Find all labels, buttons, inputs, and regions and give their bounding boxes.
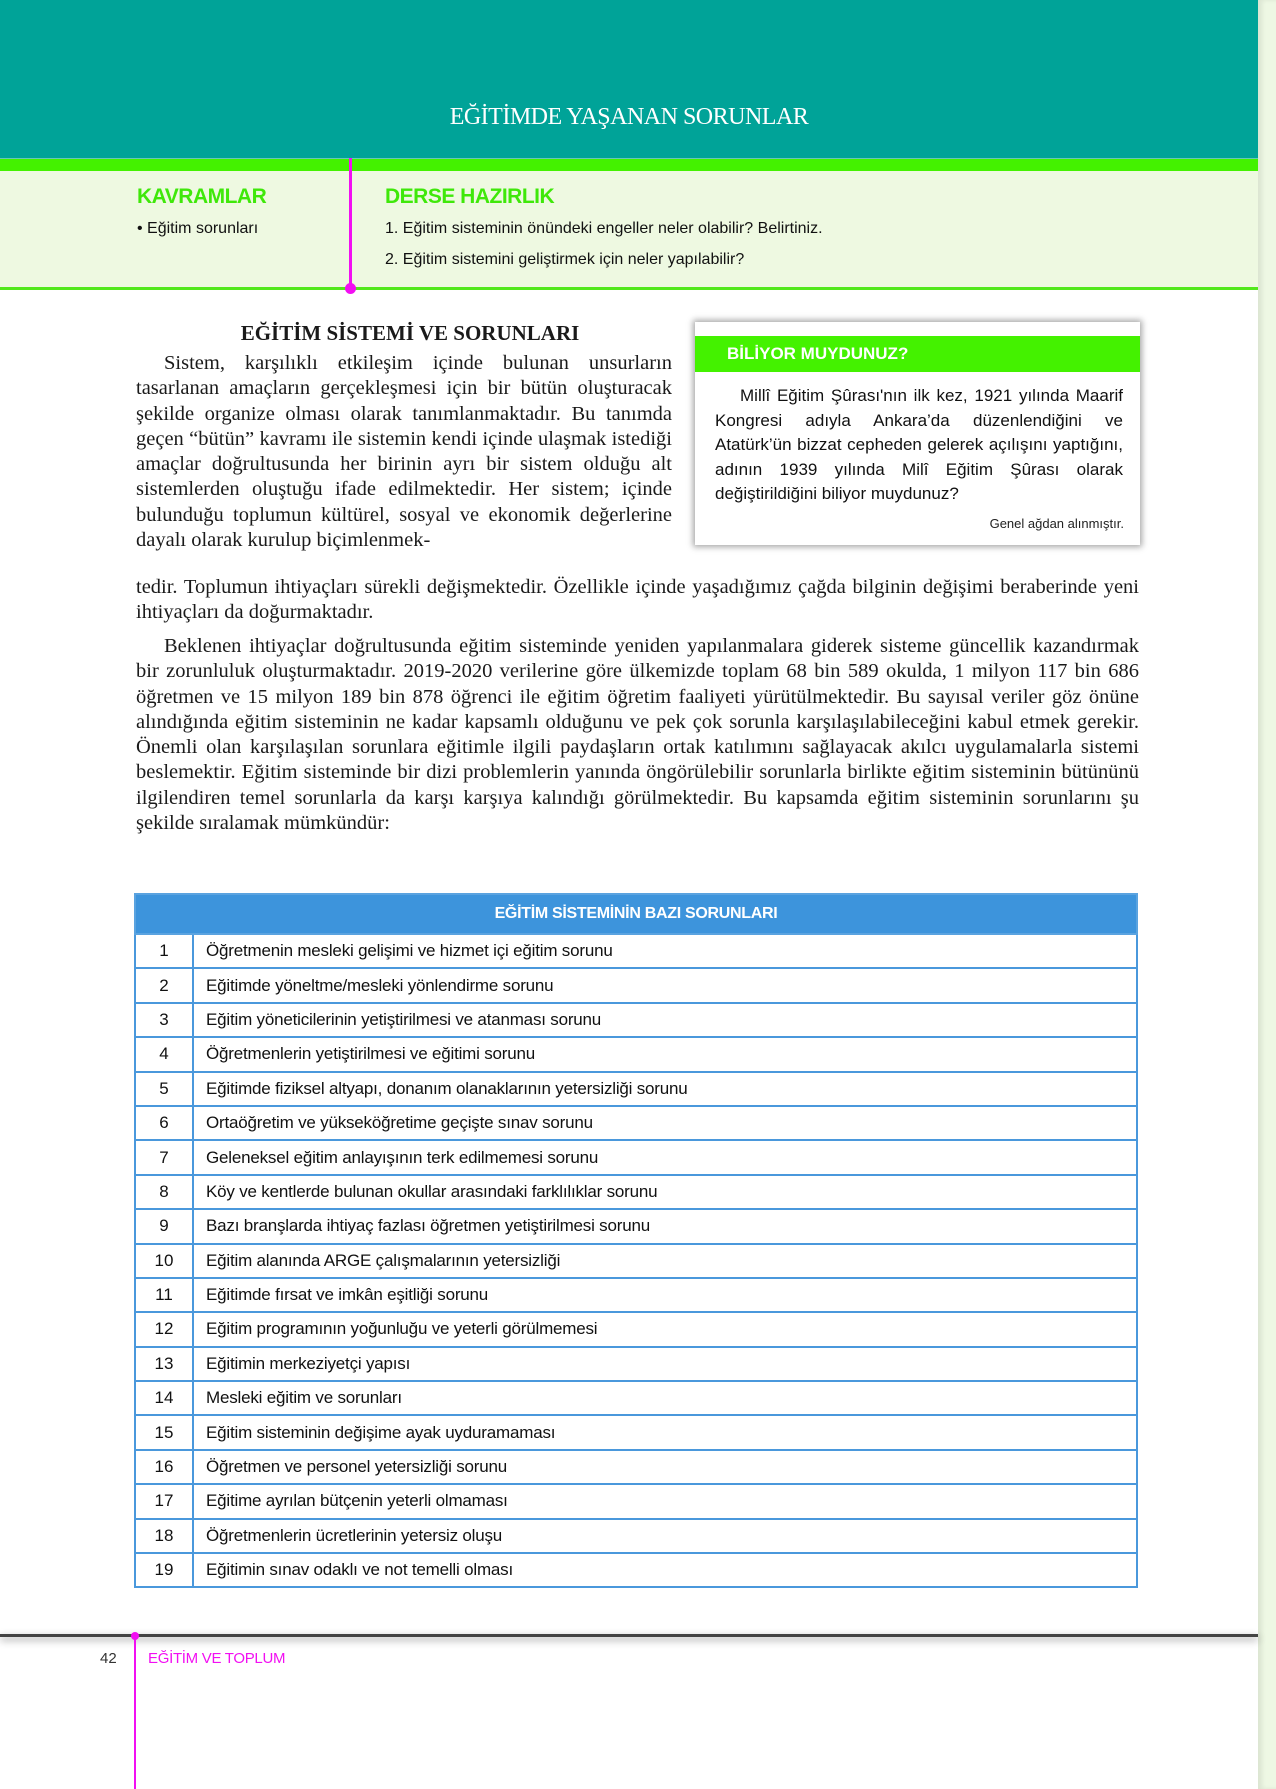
row-number: 10 xyxy=(135,1244,193,1278)
chapter-title: EĞİTİMDE YAŞANAN SORUNLAR xyxy=(449,104,809,130)
row-problem-text: Mesleki eğitim ve sorunları xyxy=(193,1381,1137,1415)
table-row xyxy=(135,934,1137,968)
row-problem-text: Ortaöğretim ve yükseköğretime geçişte sınav sorunu xyxy=(193,1106,1137,1140)
divider-dot xyxy=(345,283,356,294)
derse-question-2: 2. Eğitim sistemini geliştirmek için neler yapılabilir? xyxy=(385,251,745,268)
header-green-bar xyxy=(0,158,1258,171)
row-number: 8 xyxy=(135,1175,193,1209)
row-number: 9 xyxy=(135,1209,193,1243)
table-row xyxy=(135,1519,1137,1553)
paragraph-1-text: Sistem, karşılıklı etkileşim içinde bulunan unsurların tasarlanan amaçların gerçekleşmesi için bir bütün oluşturacak şekilde organize olması olarak tanımlanmaktadır. Bu tanımda geçen “bütün” kavramı ile sistemin kendi içinde ulaşmak istediği amaçlar doğrultusunda her birinin ayrı bir sistem olduğu alt sistemlerden oluştuğu ifade edilmektedir. Her sistem; içinde bulunduğu toplumun kültürel, sosyal ve ekonomik değerlerine dayalı olarak kurulup biçimlenmek- xyxy=(136,352,672,552)
kavramlar-item: • Eğitim sorunları xyxy=(137,220,259,237)
chapter-header-banner xyxy=(0,0,1258,158)
table-row xyxy=(135,1415,1137,1449)
row-number: 15 xyxy=(135,1415,193,1449)
row-number: 14 xyxy=(135,1381,193,1415)
row-problem-text: Eğitim yöneticilerinin yetiştirilmesi ve atanması sorunu xyxy=(193,1003,1137,1037)
row-problem-text: Köy ve kentlerde bulunan okullar arasındaki farklılıklar sorunu xyxy=(193,1175,1137,1209)
band-vertical-divider xyxy=(349,158,352,288)
row-problem-text: Eğitimde fırsat ve imkân eşitliği sorunu xyxy=(193,1278,1137,1312)
band-divider xyxy=(0,287,1258,290)
table-row xyxy=(135,1175,1137,1209)
problems-table-title: EĞİTİM SİSTEMİNİN BAZI SORUNLARI xyxy=(135,894,1137,934)
table-row xyxy=(135,1106,1137,1140)
did-you-know-box xyxy=(695,322,1140,545)
table-row xyxy=(135,1140,1137,1174)
row-number: 3 xyxy=(135,1003,193,1037)
did-you-know-header xyxy=(695,336,1140,372)
row-problem-text: Eğitim programının yoğunluğu ve yeterli görülmemesi xyxy=(193,1312,1137,1346)
table-row xyxy=(135,1312,1137,1346)
footer-vertical-line xyxy=(134,1636,136,1789)
derse-question-1: 1. Eğitim sisteminin önündeki engeller neler olabilir? Belirtiniz. xyxy=(385,220,823,237)
row-number: 6 xyxy=(135,1106,193,1140)
table-row xyxy=(135,1209,1137,1243)
table-row xyxy=(135,1381,1137,1415)
paragraph-1-continued: tedir. Toplumun ihtiyaçları sürekli değişmektedir. Özellikle içinde yaşadığımız çağda bilginin değişimi beraberinde yeni ihtiyaçları da doğurmaktadır. xyxy=(136,576,1139,624)
table-row xyxy=(135,1450,1137,1484)
row-number: 1 xyxy=(135,934,193,968)
paragraph-2: Beklenen ihtiyaçlar doğrultusunda eğitim sisteminde yeniden yapılanmalara giderek sisteme güncellik kazandırmak bir zorunluluk oluşturmaktadır. 2019-2020 verilerine göre ülkemizde toplam 68 bin 589 okulda, 1 milyon 117 bin 686 öğretmen ve 15 milyon 189 bin 878 öğrenci ile eğitim öğretim faaliyeti yürütülmektedir. Bu sayısal veriler göz önüne alındığında eğitim sisteminin ne kadar kapsamlı olduğunu ve pek çok sorunla karşılaşılabileceğini kabul etmek gerekir. Önemli olan karşılaşılan sorunlara eğitimle ilgili paydaşların ortak katılımını sağlayacak akılcı uygulamalarla sistemi beslemektir. Eğitim sisteminde bir dizi problemlerin yanında öngörülebilir sorunlarla birlikte eğitim sisteminin bütününü ilgilendiren temel sorunlarla da karşı karşıya kalındığı görülmektedir. Bu kapsamda eğitim sisteminin sorunlarını şu şekilde sıralamak mümkündür: xyxy=(136,635,1139,835)
table-row xyxy=(135,1484,1137,1518)
row-number: 12 xyxy=(135,1312,193,1346)
row-problem-text: Eğitimin sınav odaklı ve not temelli olması xyxy=(193,1553,1137,1587)
section-heading: EĞİTİM SİSTEMİ VE SORUNLARI xyxy=(240,321,580,345)
problems-table xyxy=(134,893,1138,1588)
footer-line-dot xyxy=(131,1632,139,1640)
row-number: 5 xyxy=(135,1072,193,1106)
page-bottom-edge xyxy=(0,1634,1258,1637)
row-number: 4 xyxy=(135,1037,193,1071)
row-problem-text: Eğitim alanında ARGE çalışmalarının yetersizliği xyxy=(193,1244,1137,1278)
row-problem-text: Öğretmenin mesleki gelişimi ve hizmet içi eğitim sorunu xyxy=(193,934,1137,968)
table-row xyxy=(135,968,1137,1002)
row-number: 2 xyxy=(135,968,193,1002)
row-number: 11 xyxy=(135,1278,193,1312)
row-problem-text: Eğitimde yöneltme/mesleki yönlendirme sorunu xyxy=(193,968,1137,1002)
did-you-know-body: Millî Eğitim Şûrası'nın ilk kez, 1921 yılında Maarif Kongresi adıyla Ankara’da düzenlendiğini ve Atatürk’ün bizzat cepheden gelerek açılışını yaptığını, adının 1939 yılında Milî Eğitim Şûrası olarak değiştirildiğini biliyor muydunuz? xyxy=(715,386,1123,503)
table-row xyxy=(135,1347,1137,1381)
table-row xyxy=(135,1072,1137,1106)
row-problem-text: Bazı branşlarda ihtiyaç fazlası öğretmen yetiştirilmesi sorunu xyxy=(193,1209,1137,1243)
row-problem-text: Öğretmen ve personel yetersizliği sorunu xyxy=(193,1450,1137,1484)
did-you-know-title: BİLİYOR MUYDUNUZ? xyxy=(727,344,909,363)
page-edge-strip xyxy=(1258,0,1276,1789)
row-number: 13 xyxy=(135,1347,193,1381)
did-you-know-source: Genel ağdan alınmıştır. xyxy=(989,516,1124,531)
row-problem-text: Öğretmenlerin yetiştirilmesi ve eğitimi sorunu xyxy=(193,1037,1137,1071)
derse-hazirlik-title: DERSE HAZIRLIK xyxy=(385,185,555,208)
table-row xyxy=(135,1003,1137,1037)
book-title: EĞİTİM VE TOPLUM xyxy=(148,1650,286,1667)
table-row xyxy=(135,1037,1137,1071)
kavramlar-title: KAVRAMLAR xyxy=(137,185,267,208)
page-number: 42 xyxy=(100,1650,117,1667)
table-row xyxy=(135,1244,1137,1278)
row-problem-text: Öğretmenlerin ücretlerinin yetersiz oluşu xyxy=(193,1519,1137,1553)
row-number: 19 xyxy=(135,1553,193,1587)
row-problem-text: Geleneksel eğitim anlayışının terk edilmemesi sorunu xyxy=(193,1140,1137,1174)
row-problem-text: Eğitimin merkeziyetçi yapısı xyxy=(193,1347,1137,1381)
row-problem-text: Eğitim sisteminin değişime ayak uyduramaması xyxy=(193,1415,1137,1449)
row-number: 7 xyxy=(135,1140,193,1174)
row-problem-text: Eğitimde fiziksel altyapı, donanım olanaklarının yetersizliği sorunu xyxy=(193,1072,1137,1106)
row-problem-text: Eğitime ayrılan bütçenin yeterli olmaması xyxy=(193,1484,1137,1518)
row-number: 16 xyxy=(135,1450,193,1484)
table-row xyxy=(135,1553,1137,1587)
paragraph-1 xyxy=(136,351,672,553)
row-number: 17 xyxy=(135,1484,193,1518)
table-row xyxy=(135,1278,1137,1312)
row-number: 18 xyxy=(135,1519,193,1553)
